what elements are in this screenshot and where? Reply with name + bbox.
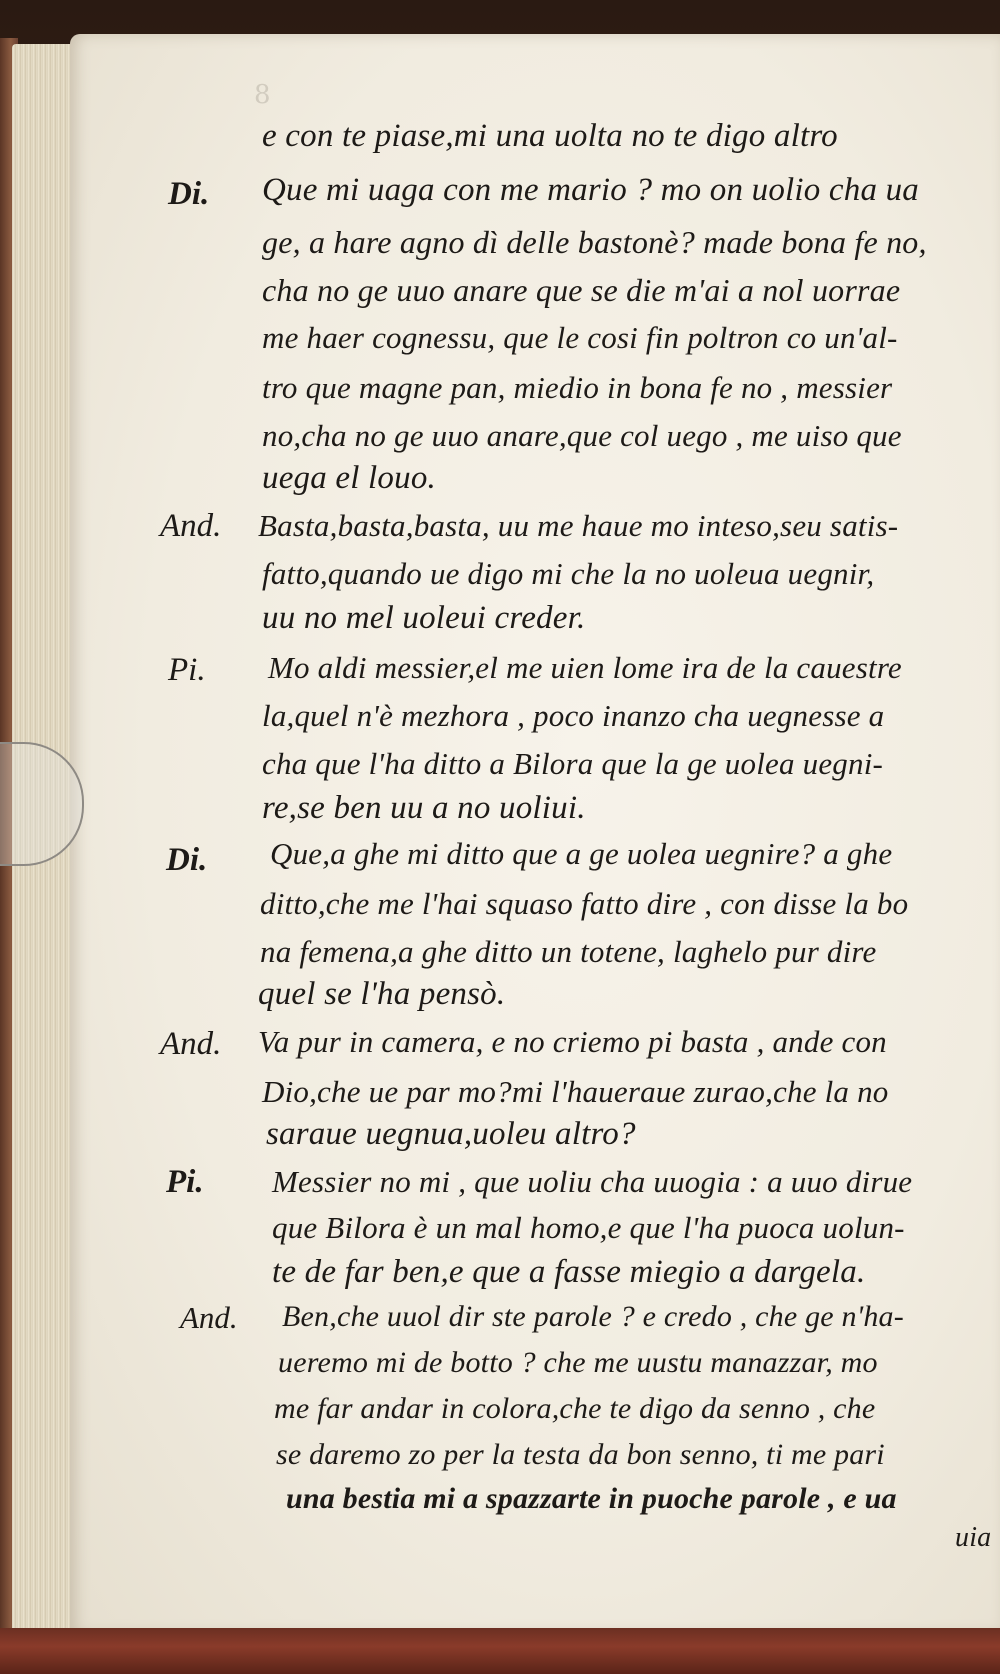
text-line: ditto,che me l'hai squaso fatto dire , con disse la bo — [260, 886, 909, 921]
text-line: cha no ge uuo anare que se die m'ai a nol uorrae — [262, 272, 901, 308]
text-line: Basta,basta,basta, uu me haue mo inteso,seu satis- — [258, 508, 899, 543]
text-line: me far andar in colora,che te digo da senno , che — [274, 1392, 876, 1425]
text-line: Dio,che ue par mo?mi l'haueraue zurao,che la no — [262, 1074, 889, 1109]
text-line: Que,a ghe mi ditto que a ge uolea uegnire? a ghe — [270, 836, 893, 871]
text-line: uu no mel uoleui creder. — [262, 600, 586, 636]
text-line: se daremo zo per la testa da bon senno, ti me pari — [276, 1438, 885, 1471]
speaker-label: And. — [160, 1026, 222, 1062]
text-line: Ben,che uuol dir ste parole ? e credo , che ge n'ha- — [282, 1300, 904, 1333]
text-line: na femena,a ghe ditto un totene, laghelo pur dire — [260, 934, 877, 969]
speaker-label: Di. — [166, 842, 208, 878]
text-line: ge, a hare agno dì delle bastonè? made bona fe no, — [262, 224, 927, 260]
text-line: Que mi uaga con me mario ? mo on uolio cha ua — [262, 172, 920, 208]
text-line: saraue uegnua,uoleu altro? — [266, 1116, 636, 1152]
text-line: Mo aldi messier,el me uien lome ira de la cauestre — [268, 650, 902, 685]
text-line: ueremo mi de botto ? che me uustu manazzar, mo — [278, 1346, 878, 1379]
text-line: me haer cognessu, que le cosi fin poltron co un'al- — [262, 320, 898, 355]
text-line: no,cha no ge uuo anare,que col uego , me uiso que — [262, 418, 902, 453]
text-line: e con te piase,mi una uolta no te digo altro — [262, 118, 838, 154]
text-line: uega el louo. — [262, 460, 436, 496]
speaker-label: And. — [180, 1300, 238, 1335]
text-line: cha que l'ha ditto a Bilora que la ge uolea uegni- — [262, 746, 884, 781]
text-line: una bestia mi a spazzarte in puoche parole , e ua — [286, 1482, 897, 1515]
catchword: uia — [955, 1522, 992, 1553]
text-line: que Bilora è un mal homo,e que l'ha puoca uolun- — [272, 1210, 905, 1245]
speaker-label: Pi. — [168, 652, 206, 688]
text-line: la,quel n'è mezhora , poco inanzo cha uegnesse a — [262, 698, 885, 733]
speaker-label: Di. — [168, 176, 210, 212]
text-line: Messier no mi , que uoliu cha uuogia : a uuo dirue — [272, 1164, 913, 1199]
speaker-label: And. — [160, 508, 222, 544]
text-line: tro que magne pan, miedio in bona fe no , messier — [262, 370, 893, 405]
text-line: quel se l'ha pensò. — [258, 976, 506, 1012]
text-line: Va pur in camera, e no criemo pi basta , ande con — [258, 1024, 887, 1059]
text-line: fatto,quando ue digo mi che la no uoleua uegnir, — [262, 556, 875, 591]
text-line: re,se ben uu a no uoliui. — [262, 790, 586, 826]
speaker-label: Pi. — [166, 1164, 204, 1200]
bleed-through-page-number: 8 — [254, 80, 273, 110]
text-line: te de far ben,e que a fasse miegio a dargela. — [272, 1254, 866, 1290]
